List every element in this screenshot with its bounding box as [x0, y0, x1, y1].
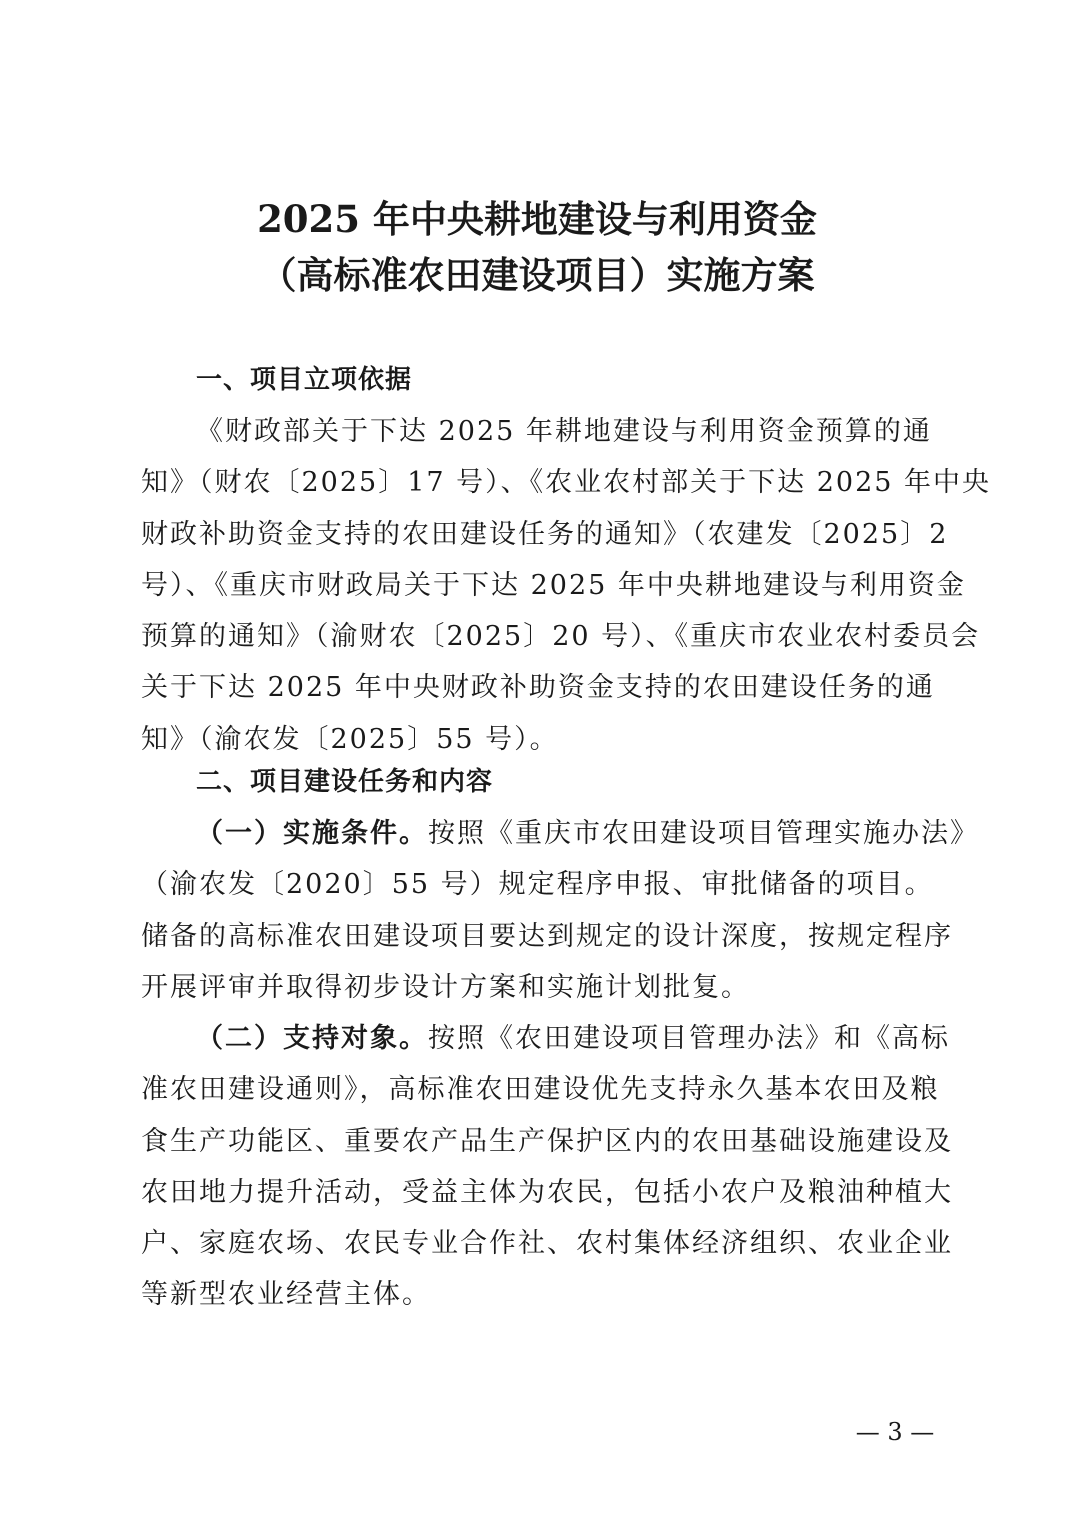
paragraph-line: 知》（财农〔2025〕17 号）、《农业农村部关于下达 2025 年中央: [141, 467, 992, 499]
title-line-1: 2025 年中央耕地建设与利用资金: [257, 197, 817, 241]
paragraph-text: 按照《农田建设项目管理办法》和《高标: [428, 1023, 950, 1054]
title-line-2: （高标准农田建设项目）实施方案: [259, 253, 815, 297]
paragraph-line: 开展评审并取得初步设计方案和实施计划批复。: [141, 971, 750, 1003]
paragraph-line: 财政补助资金支持的农田建设任务的通知》（农建发〔2025〕2: [141, 518, 949, 550]
section-2-heading: 二、项目建设任务和内容: [196, 767, 494, 797]
page-number: — 3 —: [855, 1418, 935, 1446]
subsection-label: （二）支持对象。: [196, 1023, 428, 1054]
section-1-heading: 一、项目立项依据: [196, 365, 413, 395]
paragraph-line: （渝农发〔2020〕55 号）规定程序申报、审批储备的项目。: [141, 869, 934, 901]
paragraph-line: 知》（渝农发〔2025〕55 号）。: [141, 723, 559, 755]
subsection-label: （一）实施条件。: [196, 818, 428, 849]
paragraph-line: 预算的通知》（渝财农〔2025〕20 号）、《重庆市农业农村委员会: [141, 621, 981, 653]
paragraph-line: 准农田建设通则》，高标准农田建设优先支持永久基本农田及粮: [141, 1074, 940, 1106]
paragraph-line: [141, 1013, 950, 1064]
paragraph-line: [141, 808, 979, 859]
paragraph-line: 等新型农业经营主体。: [141, 1279, 431, 1311]
paragraph-line: 农田地力提升活动，受益主体为农民，包括小农户及粮油种植大: [141, 1176, 953, 1208]
section-2-paragraph-2: [141, 1013, 953, 1321]
paragraph-line: 食生产功能区、重要农产品生产保护区内的农田基础设施建设及: [141, 1125, 953, 1157]
paragraph-text: 按照《重庆市农田建设项目管理实施办法》: [428, 818, 979, 849]
paragraph-line: 关于下达 2025 年中央财政补助资金支持的农田建设任务的通: [141, 672, 935, 704]
section-1-paragraph: [141, 406, 992, 765]
paragraph-line: 号）、《重庆市财政局关于下达 2025 年中央耕地建设与利用资金: [141, 569, 966, 601]
paragraph-line: 户、家庭农场、农民专业合作社、农村集体经济组织、农业企业: [141, 1228, 953, 1260]
paragraph-line: 储备的高标准农田建设项目要达到规定的设计深度，按规定程序: [141, 920, 953, 952]
paragraph-line: 《财政部关于下达 2025 年耕地建设与利用资金预算的通: [196, 416, 932, 447]
section-2-paragraph-1: [141, 808, 979, 1013]
